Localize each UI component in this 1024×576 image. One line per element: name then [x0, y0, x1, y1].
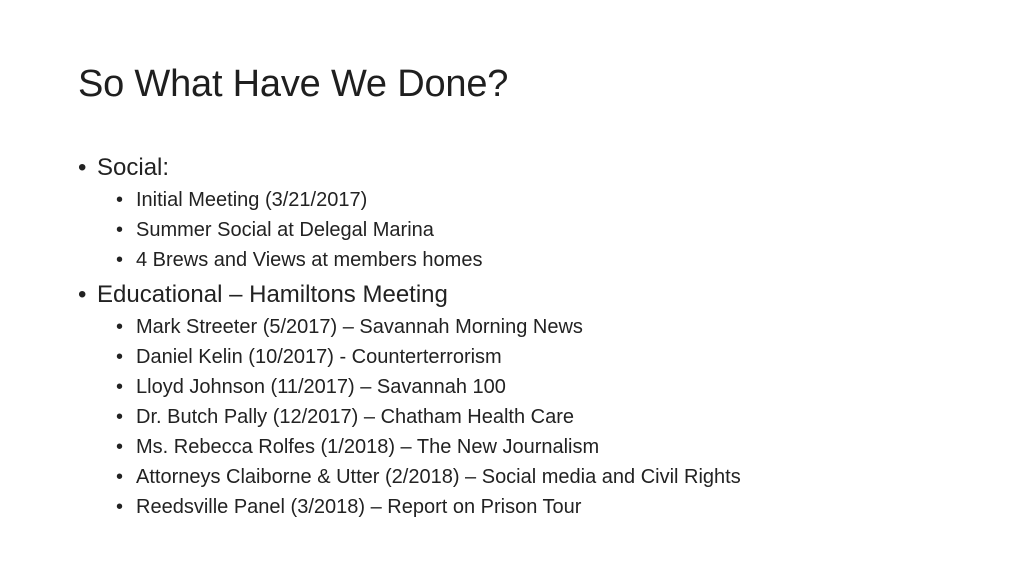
- bullet-list: [78, 150, 978, 522]
- list-item-label: Ms. Rebecca Rolfes (1/2018) – The New Journalism: [136, 436, 600, 458]
- list-item-label: 4 Brews and Views at members homes: [136, 249, 483, 271]
- section-heading-educational: [78, 277, 978, 312]
- list-item: [78, 372, 978, 402]
- list-item-label: Summer Social at Delegal Marina: [136, 219, 434, 241]
- bullet-dot-icon: •: [116, 189, 124, 211]
- list-item: [78, 215, 978, 245]
- bullet-dot-icon: •: [116, 346, 124, 368]
- bullet-dot-icon: •: [116, 406, 124, 428]
- list-item-label: Mark Streeter (5/2017) – Savannah Morning News: [136, 316, 583, 338]
- bullet-dot-icon: •: [116, 496, 124, 518]
- bullet-dot-icon: •: [116, 219, 124, 241]
- slide-title: So What Have We Done?: [78, 63, 509, 105]
- section-heading-label: Social:: [97, 154, 170, 181]
- section-heading-label: Educational – Hamiltons Meeting: [97, 281, 448, 308]
- bullet-dot-icon: •: [116, 376, 124, 398]
- list-item-label: Reedsville Panel (3/2018) – Report on Prison Tour: [136, 496, 582, 518]
- list-item-label: Lloyd Johnson (11/2017) – Savannah 100: [136, 376, 506, 398]
- list-item: [78, 342, 978, 372]
- bullet-dot-icon: •: [116, 436, 124, 458]
- list-item: [78, 312, 978, 342]
- bullet-dot-icon: •: [116, 316, 124, 338]
- list-item-label: Attorneys Claiborne & Utter (2/2018) – Social media and Civil Rights: [136, 466, 741, 488]
- bullet-dot-icon: •: [116, 249, 124, 271]
- list-item: [78, 492, 978, 522]
- list-item: [78, 432, 978, 462]
- bullet-dot-icon: •: [78, 154, 87, 181]
- list-item: [78, 185, 978, 215]
- bullet-dot-icon: •: [78, 281, 87, 308]
- list-item-label: Initial Meeting (3/21/2017): [136, 189, 368, 211]
- list-item: [78, 402, 978, 432]
- section-heading-social: [78, 150, 978, 185]
- bullet-dot-icon: •: [116, 466, 124, 488]
- list-item: [78, 245, 978, 275]
- list-item: [78, 462, 978, 492]
- list-item-label: Dr. Butch Pally (12/2017) – Chatham Health Care: [136, 406, 574, 428]
- list-item-label: Daniel Kelin (10/2017) - Counterterrorism: [136, 346, 502, 368]
